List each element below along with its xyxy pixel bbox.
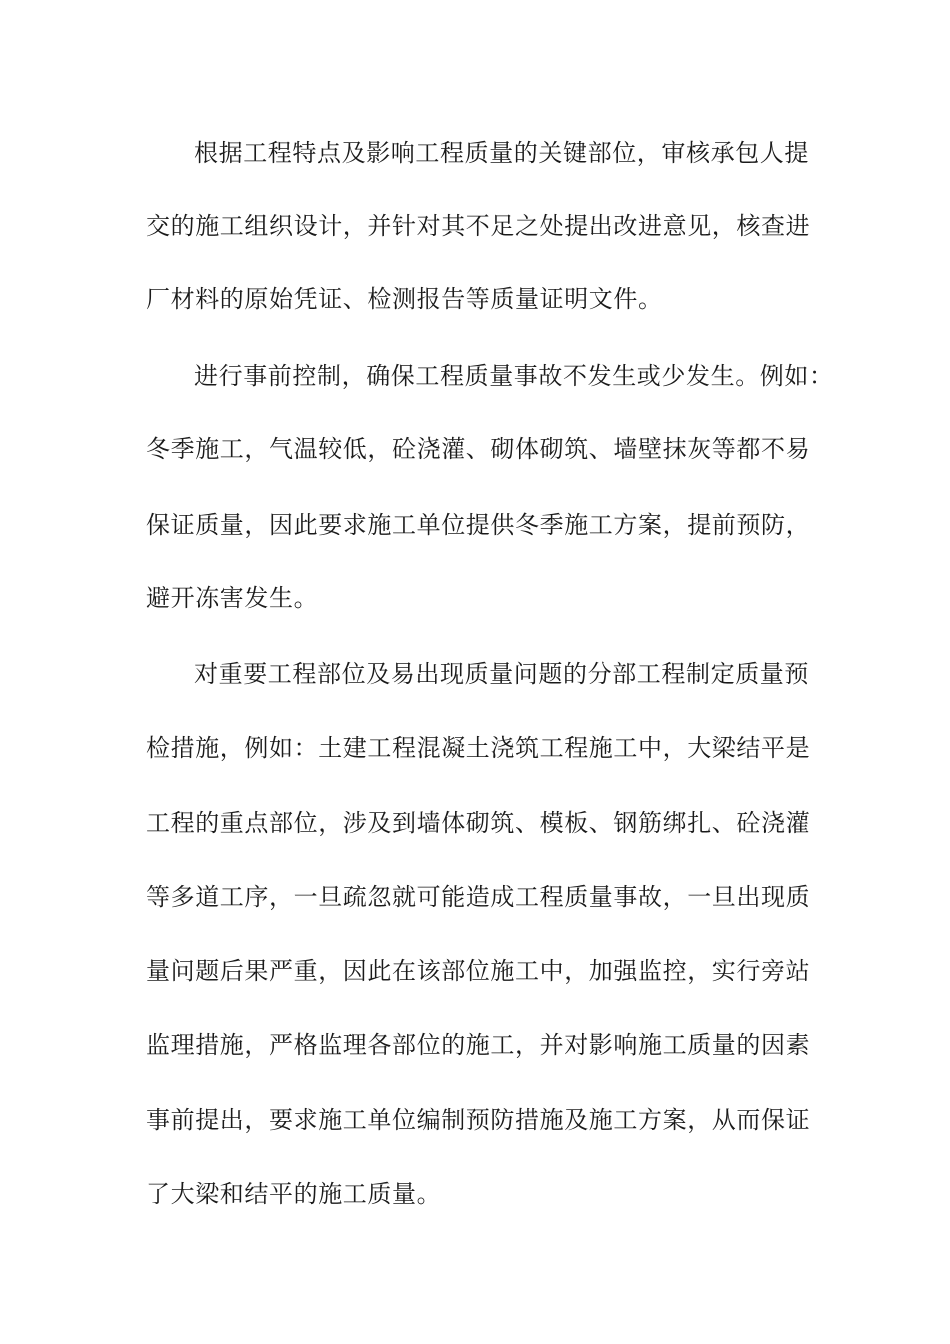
paragraph-2-line-4: 避开冻害发生。 [146,584,319,612]
paragraph-3-line-5: 量问题后果严重，因此在该部位施工中，加强监控，实行旁站 [146,957,811,985]
paragraph-2-line-3: 保证质量，因此要求施工单位提供冬季施工方案，提前预防， [146,511,811,539]
paragraph-1-line-3: 厂材料的原始凭证、检测报告等质量证明文件。 [146,285,663,313]
paragraph-3-line-7: 事前提出，要求施工单位编制预防措施及施工方案，从而保证 [146,1106,811,1134]
paragraph-2-line-1: 进行事前控制，确保工程质量事故不发生或少发生。例如： [194,362,834,390]
paragraph-2-line-2: 冬季施工，气温较低，砼浇灌、砌体砌筑、墙壁抹灰等都不易 [146,435,811,463]
paragraph-3-line-2: 检措施，例如：土建工程混凝土浇筑工程施工中，大梁结平是 [146,734,811,762]
paragraph-3-line-1: 对重要工程部位及易出现质量问题的分部工程制定质量预 [194,660,809,688]
paragraph-1-line-1: 根据工程特点及影响工程质量的关键部位，审核承包人提 [194,139,809,167]
paragraph-3-line-6: 监理措施，严格监理各部位的施工，并对影响施工质量的因素 [146,1031,811,1059]
paragraph-3-line-8: 了大梁和结平的施工质量。 [146,1180,442,1208]
paragraph-3-line-4: 等多道工序，一旦疏忽就可能造成工程质量事故，一旦出现质 [146,883,811,911]
paragraph-3-line-3: 工程的重点部位，涉及到墙体砌筑、模板、钢筋绑扎、砼浇灌 [146,809,811,837]
paragraph-1-line-2: 交的施工组织设计，并针对其不足之处提出改进意见，核查进 [146,212,811,240]
